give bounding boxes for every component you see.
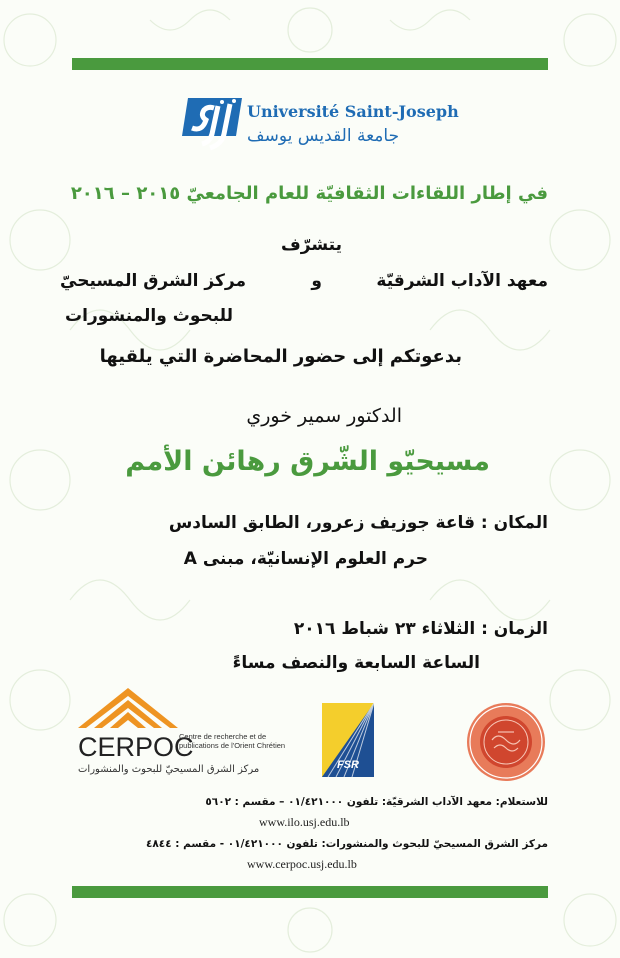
place-line-1: المكان : قاعة جوزيف زعرور، الطابق السادس [168,513,548,533]
cerpoc-french-name: Centre de recherche et de publications de l'Orient Chrétien [179,732,286,750]
fsr-logo [322,703,374,777]
bottom-green-band [72,886,548,898]
time-line-1: الزمان : الثلاثاء ٢٣ شباط ٢٠١٦ [293,619,548,639]
contact-cerpoc: مركز الشرق المسيحيّ للبحوث والمنشورات: تلفون ٠١/٤٢١٠٠٠ - مقسم : ٤٨٤٤ [145,838,548,850]
top-green-band [72,58,548,70]
usj-logo [178,92,459,158]
cerpoc-roof-icon [78,688,178,732]
institute-orient-letters: معهد الآداب الشرقيّة [376,271,548,291]
usj-emblem-icon [178,92,244,152]
cerpoc-website-link[interactable]: www.cerpoc.usj.edu.lb [247,857,357,871]
cerpoc-arabic-name: مركز الشرق المسيحيّ للبحوث والمنشورات [78,764,260,775]
university-name-arabic: جامعة القديس يوسف [247,126,400,146]
cerpoc-name: CERPOC [78,732,194,762]
speaker-name: الدكتور سمير خوري [246,405,402,427]
honored-line: يتشرّف [281,235,342,255]
institute-seal-icon [466,702,546,782]
place-line-2: حرم العلوم الإنسانيّة، مبنى A [183,549,428,569]
institute-christian-orient-cont: للبحوث والمنشورات [65,306,233,326]
intro-line: في إطار اللقاءات الثقافيّة للعام الجامعيّ ٢٠١٥ – ٢٠١٦ [70,183,548,204]
time-line-2: الساعة السابعة والنصف مساءً [232,653,480,673]
institute-christian-orient: مركز الشرق المسيحيّ [60,271,246,291]
lecture-title: مسيحيّو الشّرق رهائن الأمم [125,446,490,477]
ilo-website-link[interactable]: www.ilo.usj.edu.lb [259,815,350,829]
invitation-line: بدعوتكم إلى حضور المحاضرة التي يلقيها [99,346,462,367]
fsr-label: FSR [337,759,359,771]
university-name: Université Saint-Joseph [247,102,459,121]
conjunction: و [311,271,322,291]
contact-orient-letters: للاستعلام: معهد الآداب الشرقيّة: تلفون ٠١/٤٢١٠٠٠ – مقسم : ٥٦٠٢ [205,796,548,808]
cerpoc-logo [76,688,296,780]
